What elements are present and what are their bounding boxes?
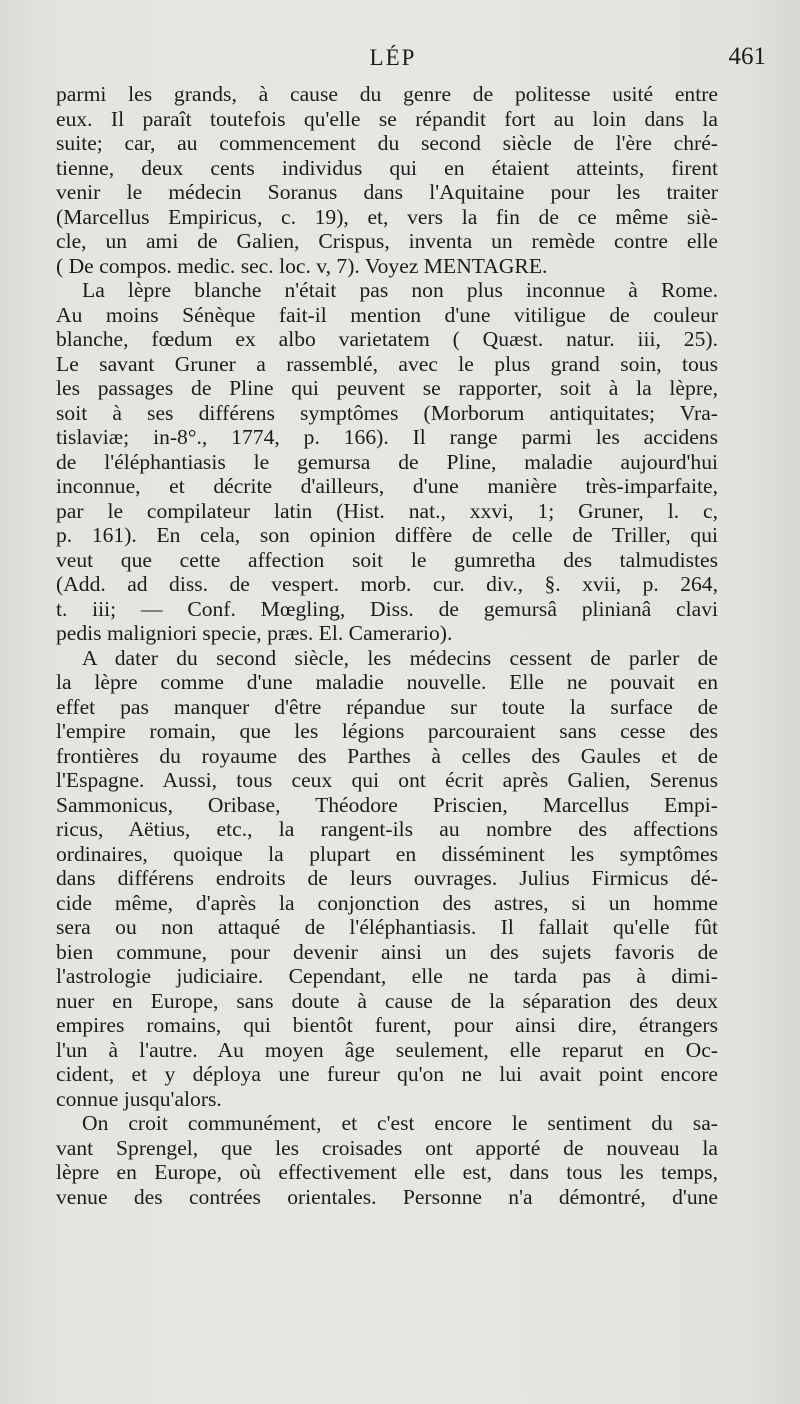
text-line: par le compilateur latin (Hist. nat., xxvi, 1; Gruner, l. c,	[56, 498, 718, 523]
text-line: Le savant Gruner a rassemblé, avec le plus grand soin, tous	[56, 351, 718, 376]
text-line: eux. Il paraît toutefois qu'elle se répandit fort au loin dans la	[56, 106, 718, 131]
text-line: A dater du second siècle, les médecins cessent de parler de	[82, 645, 718, 670]
text-line: l'un à l'autre. Au moyen âge seulement, elle reparut en Oc-	[56, 1037, 718, 1062]
text-line: cident, et y déploya une fureur qu'on ne lui avait point encore	[56, 1062, 718, 1086]
text-line: parmi les grands, à cause du genre de politesse usité entre	[56, 82, 718, 106]
text-line: soit à ses différens symptômes (Morborum antiquitates; Vra-	[56, 400, 718, 425]
text-line: venir le médecin Soranus dans l'Aquitaine pour les traiter	[56, 180, 718, 204]
text-line: de l'éléphantiasis le gemursa de Pline, maladie aujourd'hui	[56, 449, 718, 474]
text-line: tislaviæ; in-8°., 1774, p. 166). Il range parmi les accidens	[56, 425, 718, 449]
body-text	[56, 82, 718, 1209]
text-line: la lèpre comme d'une maladie nouvelle. Elle ne pouvait en	[56, 670, 718, 694]
text-line: ordinaires, quoique la plupart en disséminent les symptômes	[56, 841, 718, 866]
text-line: veut que cette affection soit le gumretha des talmudistes	[56, 547, 718, 572]
text-line: t. iii; — Conf. Mœgling, Diss. de gemursâ plinianâ clavi	[56, 596, 718, 621]
text-line: On croit communément, et c'est encore le sentiment du sa-	[82, 1111, 718, 1135]
text-line: l'Espagne. Aussi, tous ceux qui ont écrit après Galien, Serenus	[56, 768, 718, 792]
text-line: (Marcellus Empiricus, c. 19), et, vers la fin de ce même siè-	[56, 204, 718, 229]
text-line: ricus, Aëtius, etc., la rangent-ils au nombre des affections	[56, 817, 718, 841]
page-number: 461	[728, 43, 766, 70]
text-line: nuer en Europe, sans doute à cause de la séparation des deux	[56, 988, 718, 1013]
text-line: Au moins Sénèque fait-il mention d'une vitiligue de couleur	[56, 302, 718, 327]
text-line: tienne, deux cents individus qui en étaient atteints, firent	[56, 155, 718, 180]
text-line: cle, un ami de Galien, Crispus, inventa un remède contre elle	[56, 229, 718, 253]
text-line: frontières du royaume des Parthes à celles des Gaules et de	[56, 743, 718, 768]
text-line: venue des contrées orientales. Personne n'a démontré, d'une	[56, 1184, 718, 1209]
text-line: dans différens endroits de leurs ouvrages. Julius Firmicus dé-	[56, 866, 718, 890]
text-line: l'astrologie judiciaire. Cependant, elle ne tarda pas à dimi-	[56, 964, 718, 988]
text-line: empires romains, qui bientôt furent, pour ainsi dire, étrangers	[56, 1013, 718, 1037]
text-line: cide même, d'après la conjonction des astres, si un homme	[56, 890, 718, 915]
running-head	[56, 43, 766, 79]
text-line: bien commune, pour devenir ainsi un des sujets favoris de	[56, 939, 718, 964]
text-line: connue jusqu'alors.	[56, 1086, 222, 1111]
text-line: l'empire romain, que les légions parcouraient sans cesse des	[56, 719, 718, 743]
text-line: p. 161). En cela, son opinion diffère de celle de Triller, qui	[56, 523, 718, 547]
text-line: pedis maligniori specie, præs. El. Camerario).	[56, 621, 453, 645]
text-line: Sammonicus, Oribase, Théodore Priscien, Marcellus Empi-	[56, 792, 718, 817]
running-title: LÉP	[369, 45, 417, 70]
paragraph-block	[56, 82, 718, 1209]
text-line: inconnue, et décrite d'ailleurs, d'une manière très-imparfaite,	[56, 474, 718, 498]
text-line: effet pas manquer d'être répandue sur toute la surface de	[56, 694, 718, 719]
text-line: vant Sprengel, que les croisades ont apporté de nouveau la	[56, 1135, 718, 1160]
text-line: ( De compos. medic. sec. loc. v, 7). Voyez MENTAGRE.	[56, 253, 548, 278]
text-line: suite; car, au commencement du second siècle de l'ère chré-	[56, 131, 718, 155]
text-line: blanche, fœdum ex albo varietatem ( Quæst. natur. iii, 25).	[56, 327, 718, 351]
text-line: La lèpre blanche n'était pas non plus inconnue à Rome.	[82, 278, 718, 302]
text-line: (Add. ad diss. de vespert. morb. cur. div., §. xvii, p. 264,	[56, 572, 718, 596]
text-line: sera ou non attaqué de l'éléphantiasis. Il fallait qu'elle fût	[56, 915, 718, 939]
text-line: les passages de Pline qui peuvent se rapporter, soit à la lèpre,	[56, 376, 718, 400]
text-line: lèpre en Europe, où effectivement elle est, dans tous les temps,	[56, 1160, 718, 1184]
